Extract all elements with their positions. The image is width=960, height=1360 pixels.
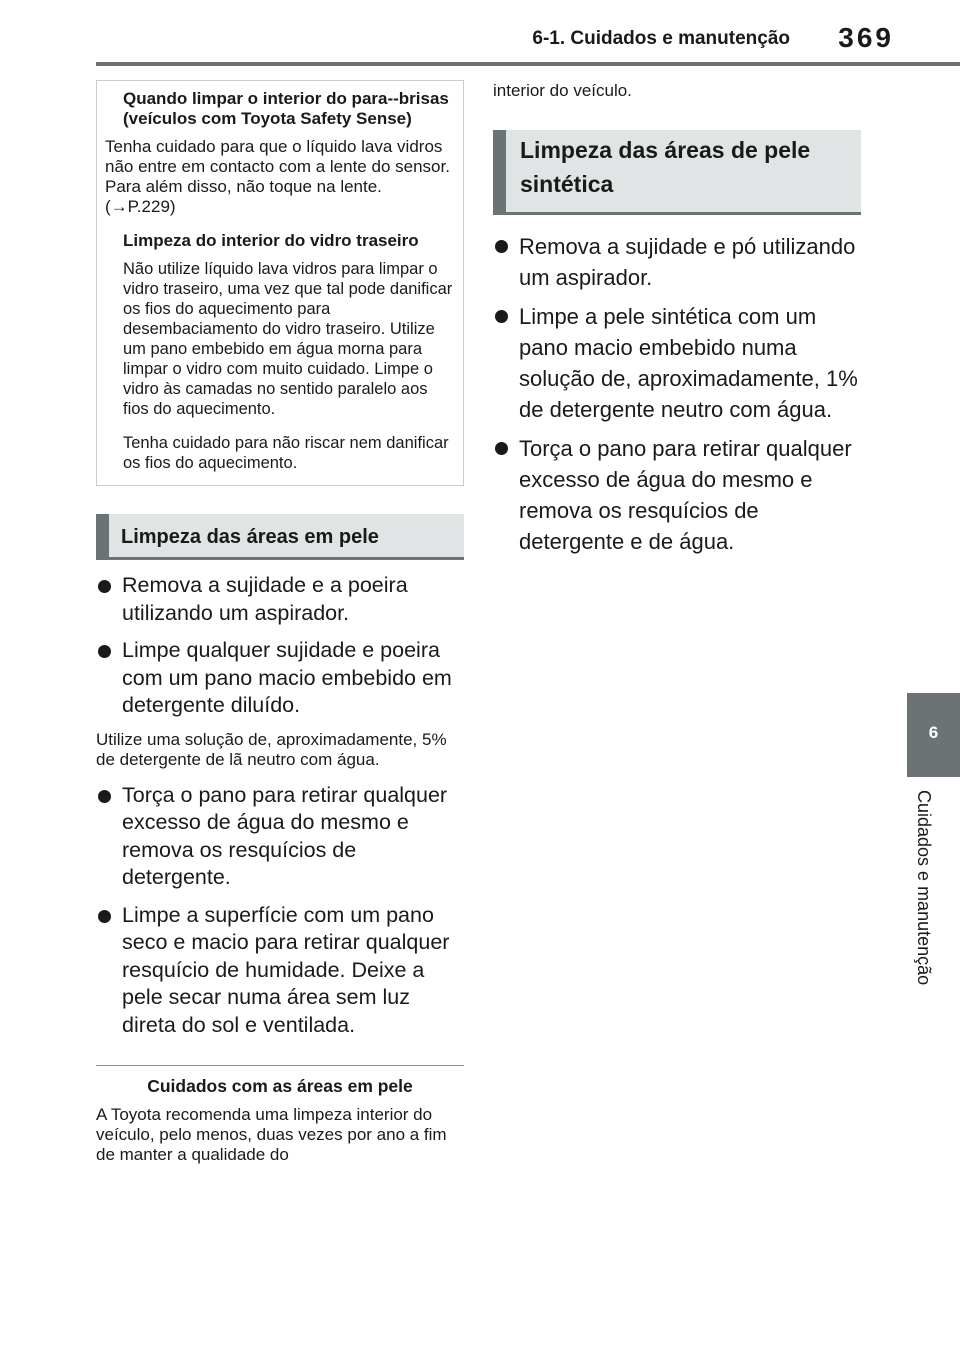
list-item: Remova a sujidade e a poeira utilizando um aspirador. <box>96 572 464 627</box>
right-column <box>493 80 861 565</box>
list-item: Torça o pano para retirar qualquer excesso de água do mesmo e remova os resquícios de detergente. <box>96 782 464 892</box>
leather-note: Utilize uma solução de, aproximadamente, 5% de detergente de lã neutro com água. <box>96 729 447 769</box>
leather-bullets-2 <box>96 782 464 1040</box>
section-header-synthetic: Limpeza das áreas de pele sintética <box>493 130 861 215</box>
note-box <box>96 80 464 486</box>
header-rule <box>96 62 960 66</box>
synthetic-bullets <box>493 231 861 557</box>
list-item: Limpe a pele sintética com um pano macio embebido numa solução de, aproximadamente, 1% de detergente neutro com água. <box>493 301 861 425</box>
note-text-rear-window: Não utilize líquido lava vidros para limpar o vidro traseiro, uma vez que tal pode danificar os fios do aquecimento para desembaciamento do vidro traseiro. Utilize um pano embebido em água morna para limpar o vidro com muito cuidado. Limpe o vidro às camadas no sentido paralelo aos fios do aquecimento. <box>123 260 453 418</box>
bullet-icon <box>98 645 111 658</box>
list-item: Limpe a superfície com um pano seco e macio para retirar qualquer resquício de humidade. Deixe a pele secar numa área sem luz direta do sol e ventilada. <box>96 902 464 1040</box>
list-item: Remova a sujidade e pó utilizando um aspirador. <box>493 231 861 293</box>
subsection-rule <box>96 1065 464 1066</box>
note-heading-rear-window: Limpeza do interior do vidro traseiro <box>123 231 419 250</box>
note-text-caution: Tenha cuidado para não riscar nem danificar os fios do aquecimento. <box>123 434 449 472</box>
bullet-icon <box>495 442 508 455</box>
list-item: Limpe qualquer sujidade e poeira com um pano macio embebido em detergente diluído. <box>96 637 464 720</box>
page-number: 369 <box>838 22 894 53</box>
page-header <box>0 0 960 70</box>
bullet-icon <box>495 310 508 323</box>
bullet-icon <box>98 910 111 923</box>
leather-bullets <box>96 572 464 720</box>
note-text-windshield: Tenha cuidado para que o líquido lava vidros não entre em contacto com a lente do sensor. Para além disso, não toque na lente. (→P.229) <box>105 137 450 216</box>
care-text: A Toyota recomenda uma limpeza interior do veículo, pelo menos, duas vezes por ano a fim de manter a qualidade do <box>96 1105 447 1164</box>
bullet-icon <box>98 790 111 803</box>
chapter-number: 6 <box>928 723 939 742</box>
section-header-leather: Limpeza das áreas em pele <box>96 514 464 560</box>
left-column <box>96 80 464 1165</box>
care-heading: Cuidados com as áreas em pele <box>147 1076 413 1096</box>
chapter-label: Cuidados e manutenção <box>914 790 934 986</box>
bullet-icon <box>495 240 508 253</box>
bullet-icon <box>98 580 111 593</box>
section-title: 6-1. Cuidados e manutenção <box>532 28 790 49</box>
chapter-tab <box>907 693 960 777</box>
note-heading-windshield: Quando limpar o interior do para--brisas (veículos com Toyota Safety Sense) <box>123 89 449 128</box>
continued-text: interior do veículo. <box>493 81 632 100</box>
list-item: Torça o pano para retirar qualquer excesso de água do mesmo e remova os resquícios de detergente e de água. <box>493 433 861 557</box>
